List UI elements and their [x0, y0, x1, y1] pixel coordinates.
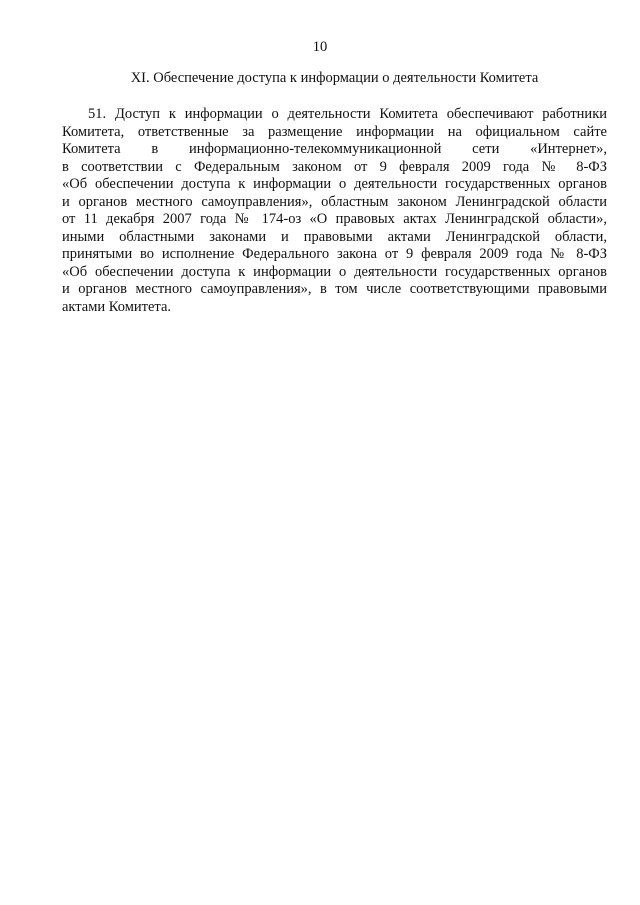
paragraph-line: «Об обеспечении доступа к информации о деятельности государственных органов: [62, 263, 607, 280]
paragraph-line: 51. Доступ к информации о деятельности Комитета обеспечивают работники: [88, 106, 607, 122]
paragraph-line: от 11 декабря 2007 года № 174-оз «О правовых актах Ленинградской области»,: [62, 211, 607, 227]
section-title: XI. Обеспечение доступа к информации о деятельности Комитета: [130, 70, 539, 86]
paragraph-line: Комитета, ответственные за размещение информации на официальном сайте: [62, 123, 607, 140]
page-number: 10: [312, 39, 328, 55]
paragraph-line: принятыми во исполнение Федерального закона от 9 февраля 2009 года № 8-ФЗ: [62, 246, 607, 262]
paragraph-line: иными областными законами и правовыми актами Ленинградской области,: [62, 228, 607, 245]
paragraph-51: [62, 106, 607, 316]
paragraph-line: актами Комитета.: [62, 298, 172, 315]
paragraph-line: и органов местного самоуправления», областным законом Ленинградской области: [62, 193, 607, 210]
paragraph-line: «Об обеспечении доступа к информации о деятельности государственных органов: [62, 176, 607, 192]
paragraph-line: и органов местного самоуправления», в том числе соответствующими правовыми: [62, 281, 607, 297]
paragraph-line: Комитета в информационно-телекоммуникационной сети «Интернет»,: [62, 141, 607, 157]
paragraph-line: в соответствии с Федеральным законом от 9 февраля 2009 года № 8-ФЗ: [62, 158, 607, 175]
